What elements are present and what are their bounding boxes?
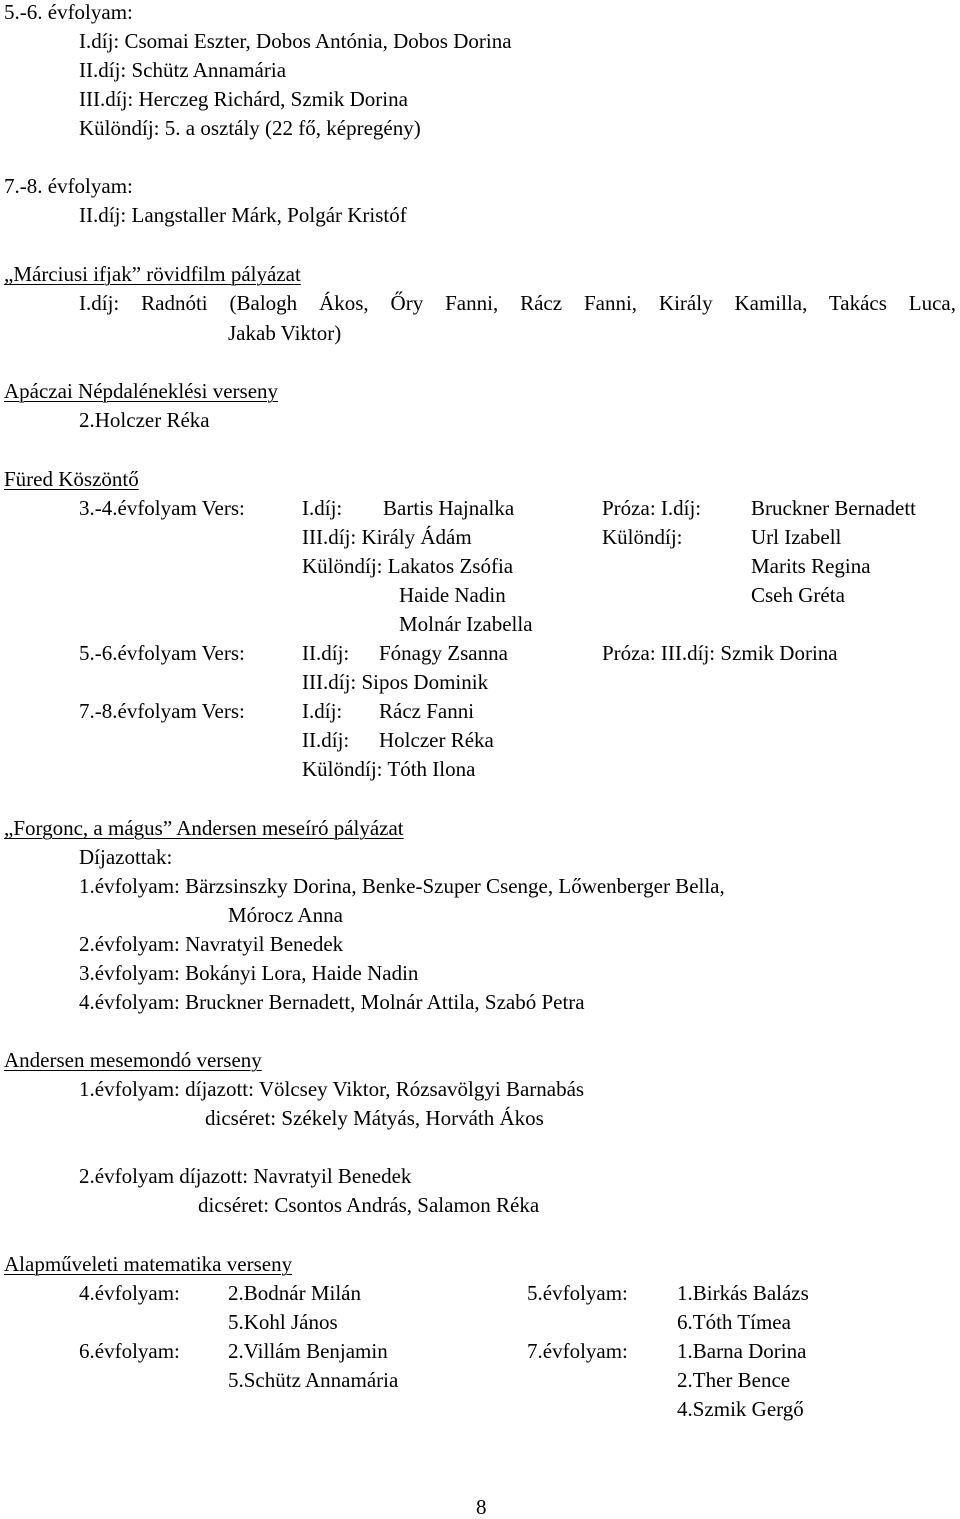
text-line: I.díj: [302,699,343,723]
text-line: 5.-6.évfolyam Vers: [79,641,245,665]
text-line: Rácz Fanni [379,699,475,723]
text-line: 3.évfolyam: Bokányi Lora, Haide Nadin [79,961,419,985]
section-heading: Alapműveleti matematika verseny [4,1252,293,1276]
text-line: dicséret: Székely Mátyás, Horváth Ákos [205,1106,544,1130]
text-line: 5.Kohl János [228,1310,338,1334]
text-line: 6.Tóth Tímea [677,1310,791,1334]
section-heading: Apáczai Népdaléneklési verseny [4,379,279,403]
text-line: 1.évfolyam: díjazott: Völcsey Viktor, Rózsavölgyi Barnabás [79,1077,585,1101]
text-line: Molnár Izabella [399,612,533,636]
text-line: II.díj: [302,728,350,752]
text-line: 7.évfolyam: [527,1339,628,1363]
text-line: 2.Ther Bence [677,1368,791,1392]
text-line: II.díj: Langstaller Márk, Polgár Kristóf [79,203,407,227]
text-line: 4.évfolyam: Bruckner Bernadett, Molnár Attila, Szabó Petra [79,990,585,1014]
text-line: 5.évfolyam: [527,1281,628,1305]
text-line: III.díj: Herczeg Richárd, Szmik Dorina [79,87,408,111]
text-line: Próza: III.díj: Szmik Dorina [602,641,838,665]
text-line: Jakab Viktor) [228,321,342,345]
text-line: 2.Villám Benjamin [228,1339,388,1363]
text-line: 2.Holczer Réka [79,408,210,432]
section-heading: Andersen mesemondó verseny [4,1048,262,1072]
text-line: I.díj: [302,496,343,520]
section-heading: Füred Köszöntő [4,467,139,491]
text-line: Marits Regina [751,554,871,578]
text-line: Bartis Hajnalka [383,496,515,520]
text-line: I.díj: Csomai Eszter, Dobos Antónia, Dobos Dorina [79,29,512,53]
text-line: Mórocz Anna [228,903,343,927]
text-line: Cseh Gréta [751,583,845,607]
text-line: Különdíj: [602,525,683,549]
text-line: III.díj: Király Ádám [302,525,472,549]
text-line: 6.évfolyam: [79,1339,180,1363]
text-line: 4.Szmik Gergő [677,1397,804,1421]
text-line: 1.Barna Dorina [677,1339,807,1363]
text-line: 7.-8.évfolyam Vers: [79,699,245,723]
text-line: II.díj: [302,641,350,665]
text-line: II.díj: Schütz Annamária [79,58,287,82]
text-line: 1.Birkás Balázs [677,1281,809,1305]
section-heading: „Forgonc, a mágus” Andersen meseíró pályázat [4,816,404,840]
text-line: 2.évfolyam: Navratyil Benedek [79,932,344,956]
text-line: Url Izabell [751,525,842,549]
radnoti-prize-line: I.díj: Radnóti (Balogh Ákos, Őry Fanni, Rácz Fanni, Király Kamilla, Takács Luca, [79,291,956,315]
text-line: 2.Bodnár Milán [228,1281,361,1305]
text-line: Haide Nadin [399,583,506,607]
text-line: Különdíj: Tóth Ilona [302,757,476,781]
text-line: 5.Schütz Annamária [228,1368,399,1392]
text-line: Különdíj: Lakatos Zsófia [302,554,514,578]
text-line: Díjazottak: [79,845,173,869]
text-line: 1.évfolyam: Bärzsinszky Dorina, Benke-Szuper Csenge, Lőwenberger Bella, [79,874,725,898]
text-line: Holczer Réka [379,728,494,752]
text-line: Próza: I.díj: [602,496,702,520]
section-heading: „Márciusi ifjak” rövidfilm pályázat [4,262,301,286]
text-line: 5.-6. évfolyam: [4,0,133,24]
text-line: 3.-4.évfolyam Vers: [79,496,245,520]
text-line: 2.évfolyam díjazott: Navratyil Benedek [79,1164,412,1188]
text-line: 7.-8. évfolyam: [4,174,133,198]
text-line: Bruckner Bernadett [751,496,917,520]
text-line: Különdíj: 5. a osztály (22 fő, képregény) [79,116,421,140]
text-line: III.díj: Sipos Dominik [302,670,489,694]
text-line: 4.évfolyam: [79,1281,180,1305]
page-number: 8 [476,1495,487,1519]
text-line: Fónagy Zsanna [379,641,508,665]
text-line: dicséret: Csontos András, Salamon Réka [198,1193,540,1217]
